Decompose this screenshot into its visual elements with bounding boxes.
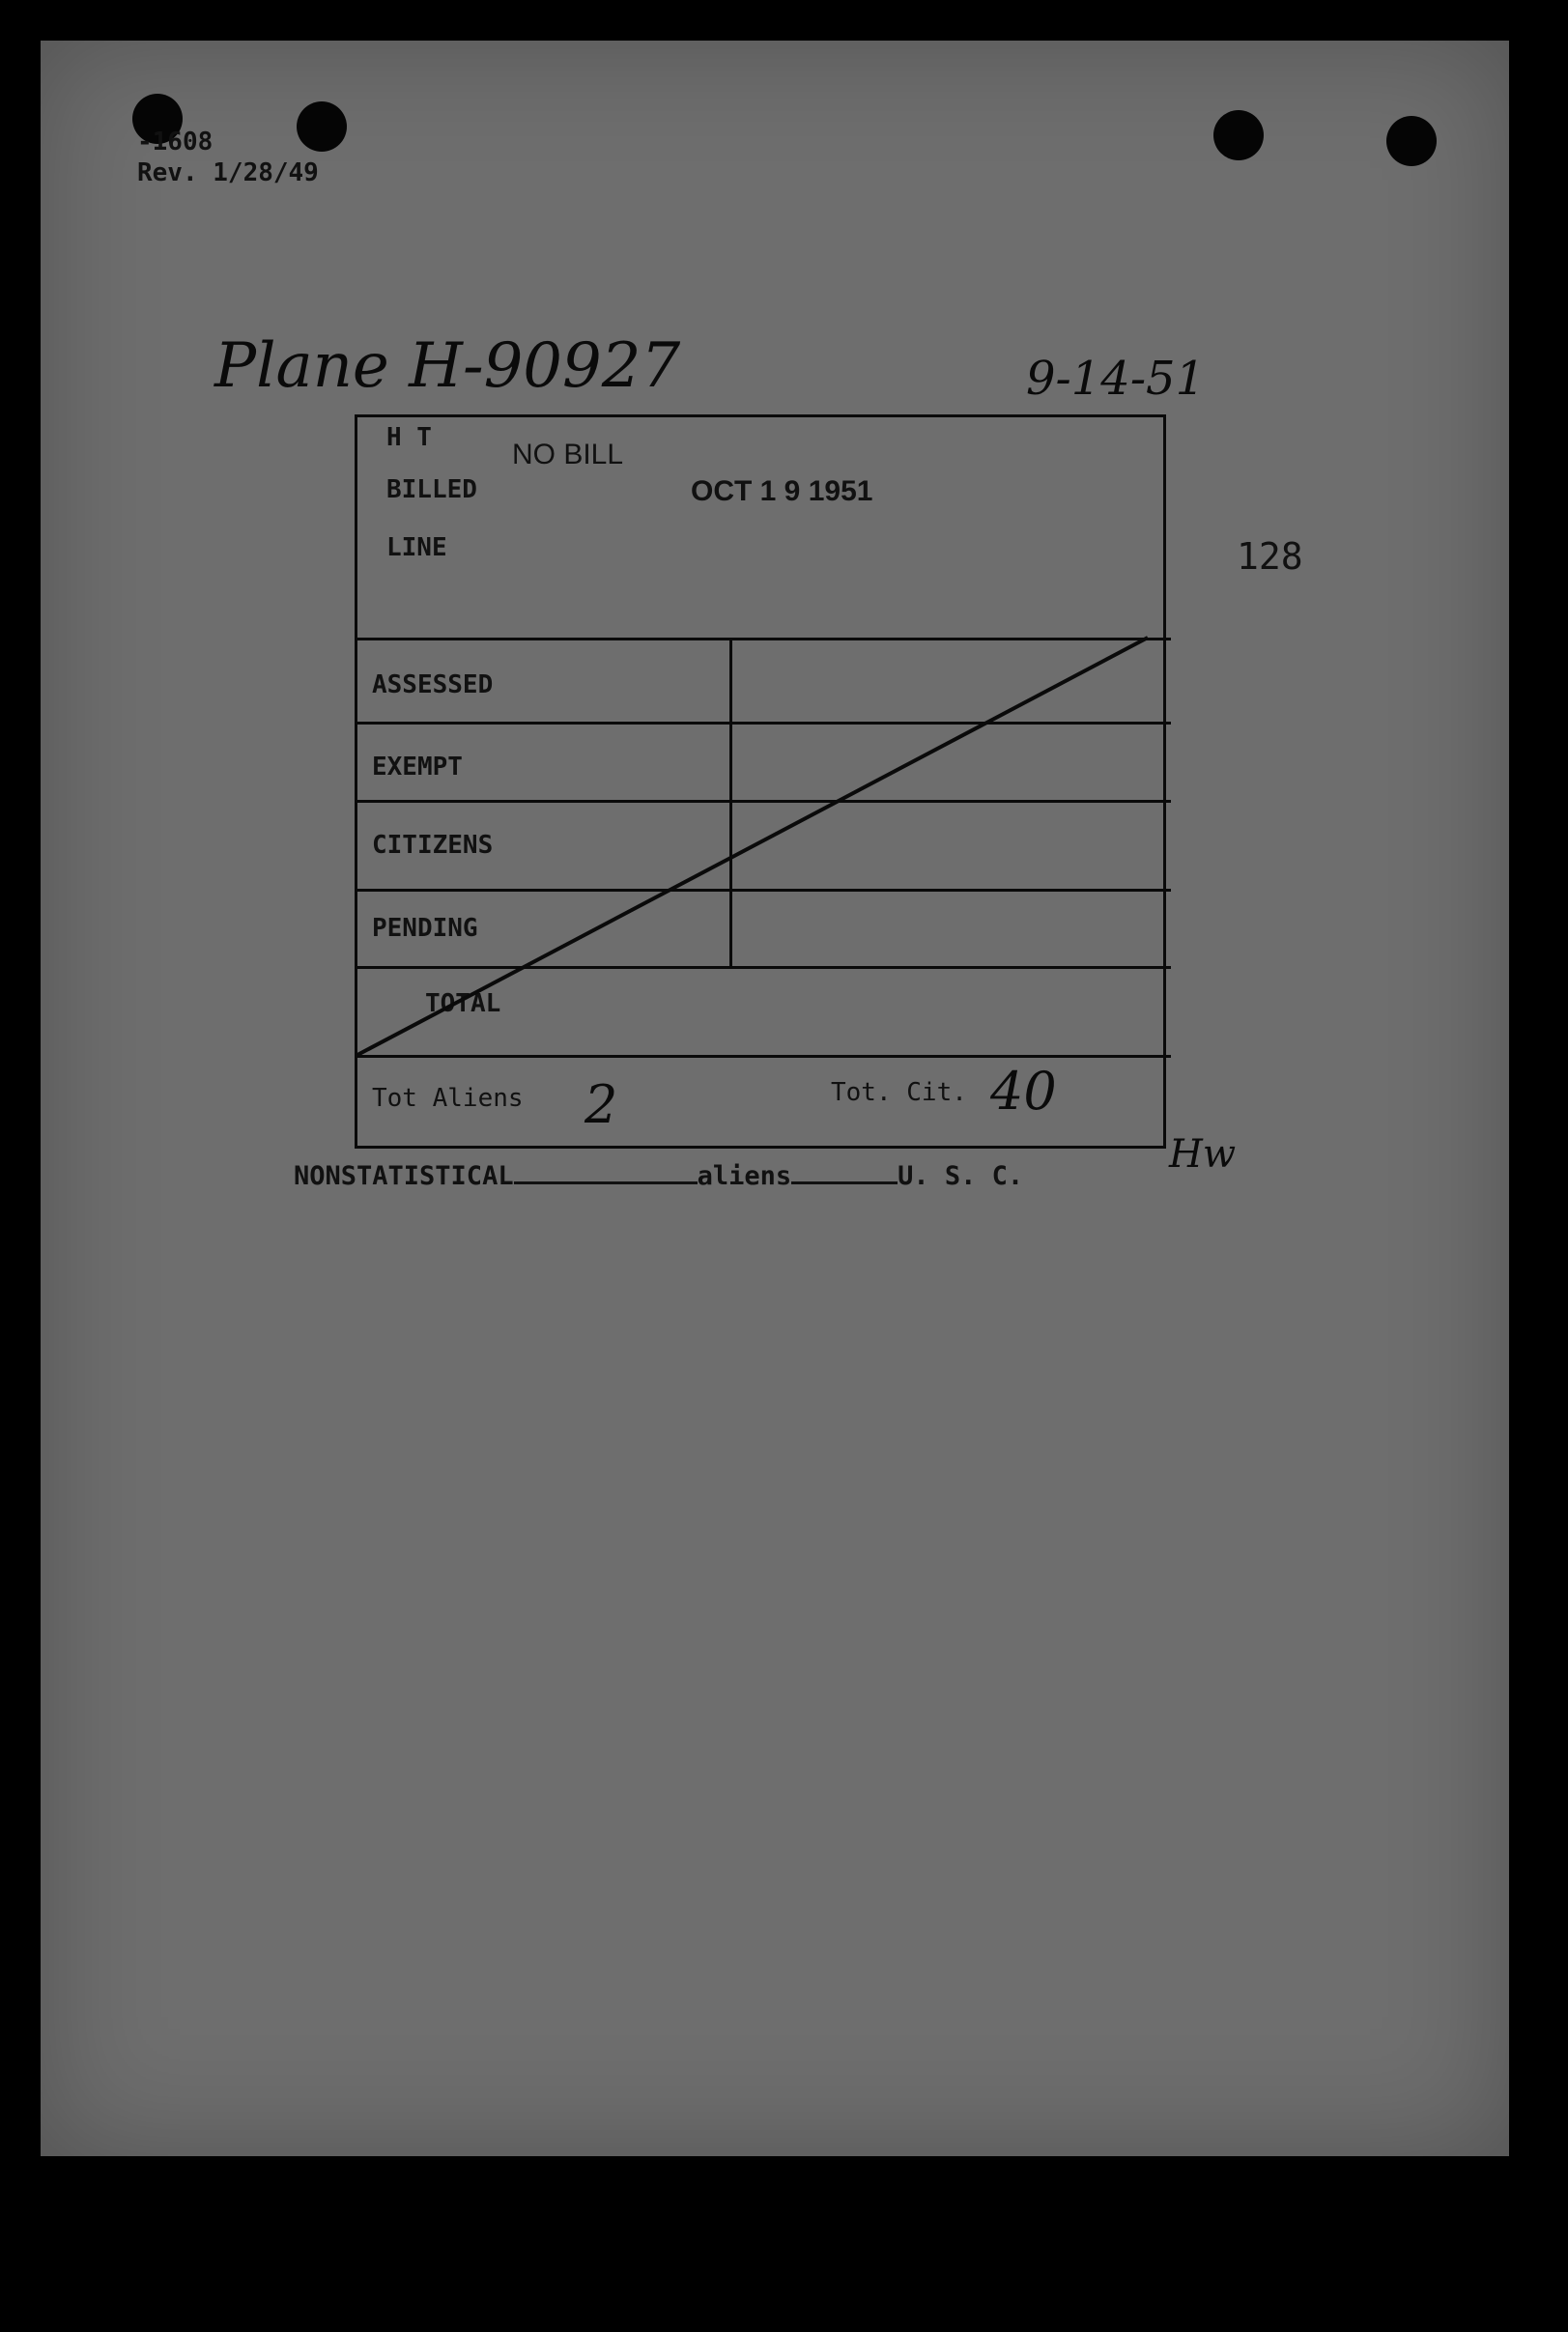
document-page — [41, 41, 1509, 2156]
punch-hole-3 — [1213, 110, 1264, 160]
row-label-citizens: CITIZENS — [372, 831, 494, 860]
punch-hole-2 — [297, 101, 347, 152]
form-box — [355, 414, 1166, 1149]
tot-cit-label: Tot. Cit. — [831, 1078, 967, 1107]
ht-label: H T — [386, 423, 432, 452]
tot-aliens-value: 2 — [584, 1074, 618, 1135]
tot-cit-value: 40 — [990, 1061, 1057, 1122]
punch-hole-4 — [1386, 116, 1437, 166]
diagonal-cancel-line — [357, 417, 1169, 1152]
usc-label: U. S. C. — [898, 1161, 1024, 1191]
handwritten-plane-number: Plane H-90927 — [214, 330, 681, 402]
nonstatistical-label: NONSTATISTICAL — [294, 1161, 514, 1191]
page-number: 128 — [1237, 535, 1303, 578]
handwritten-date: 9-14-51 — [1026, 352, 1206, 406]
row-label-exempt: EXEMPT — [372, 753, 463, 782]
form-revision: Rev. 1/28/49 — [137, 158, 319, 187]
aliens-blank — [791, 1181, 898, 1184]
row-label-assessed: ASSESSED — [372, 670, 494, 699]
footer-line — [294, 1161, 1023, 1191]
handwritten-initials: Hw — [1169, 1132, 1237, 1177]
date-stamp: OCT 1 9 1951 — [691, 475, 873, 507]
row-label-total: TOTAL — [425, 989, 501, 1018]
tot-aliens-label: Tot Aliens — [372, 1084, 524, 1113]
form-number: -1608 — [137, 128, 214, 156]
nonstatistical-blank — [514, 1181, 698, 1184]
billed-label: BILLED — [386, 475, 477, 504]
row-label-pending: PENDING — [372, 914, 478, 943]
aliens-label: aliens — [697, 1161, 792, 1191]
line-label: LINE — [386, 533, 447, 562]
no-bill-stamp: NO BILL — [512, 439, 624, 470]
